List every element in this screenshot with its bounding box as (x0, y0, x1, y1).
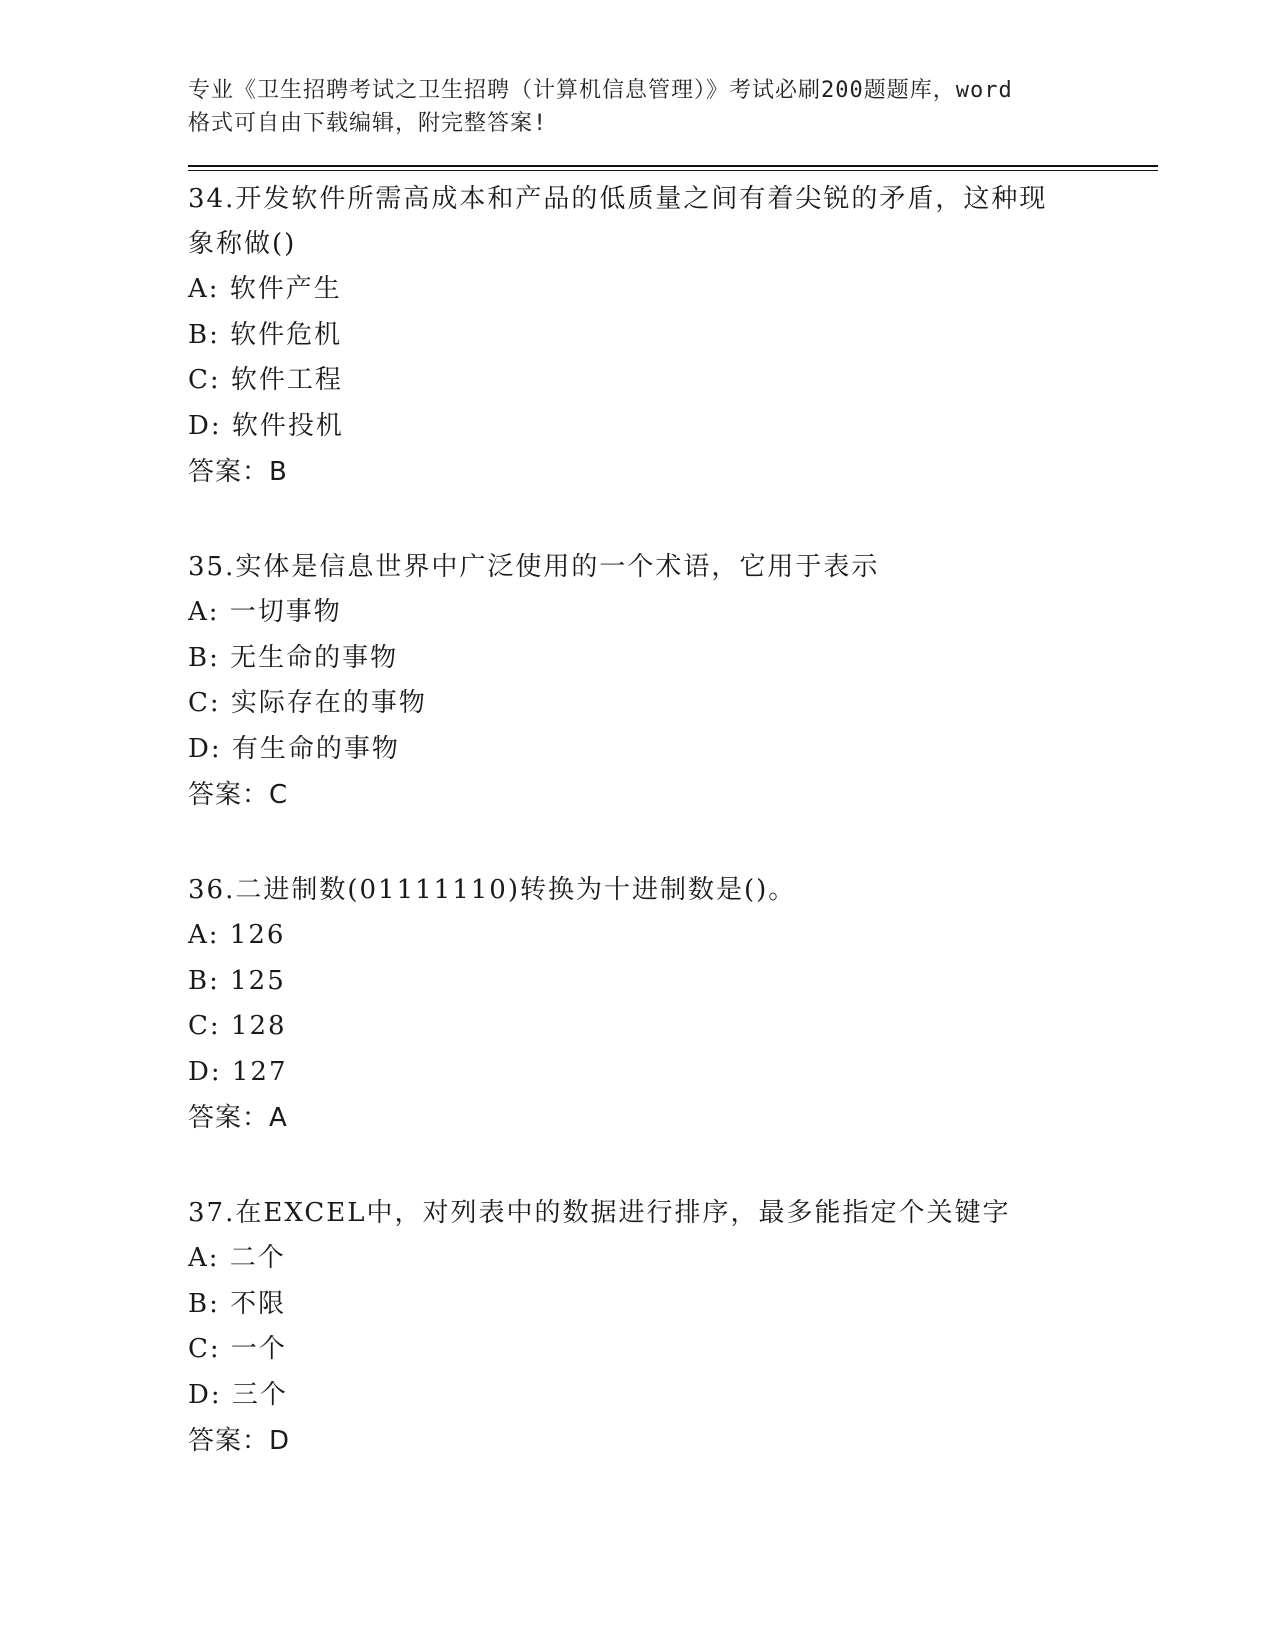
question-34 (188, 177, 1158, 495)
option-c: C: 实际存在的事物 (188, 688, 427, 718)
header-line-2: 格式可自由下载编辑，附完整答案! (188, 111, 548, 136)
option-b: B: 无生命的事物 (188, 642, 399, 673)
option-b: B: 不限 (188, 1288, 287, 1319)
question-36 (188, 868, 1158, 1141)
divider-line-bottom (188, 170, 1158, 171)
option-a: A: 一切事物 (188, 597, 342, 627)
question-text (188, 545, 1088, 590)
option-a: A: 126 (188, 920, 286, 950)
option-c: C: 软件工程 (188, 365, 343, 395)
option-c: C: 128 (188, 1011, 287, 1041)
answer: 答案：D (188, 1426, 291, 1456)
question-35 (188, 545, 1158, 818)
question-text (188, 1191, 1088, 1236)
header-line-1: 专业《卫生招聘考试之卫生招聘（计算机信息管理）》考试必刷200题题库，word (188, 78, 1013, 103)
question-text (188, 177, 1088, 267)
option-d: D: 有生命的事物 (188, 733, 400, 764)
question-37 (188, 1191, 1158, 1464)
option-a: A: 软件产生 (188, 274, 342, 304)
answer: 答案：A (188, 1103, 288, 1133)
option-b: B: 软件危机 (188, 319, 343, 350)
option-d: D: 软件投机 (188, 410, 344, 441)
question-text (188, 868, 1088, 913)
option-c: C: 一个 (188, 1334, 287, 1364)
document-header (188, 74, 1088, 140)
document-page (188, 74, 1158, 1464)
option-a: A: 二个 (188, 1243, 286, 1273)
question-text-line: 35.实体是信息世界中广泛使用的一个术语，它用于表示 (188, 552, 880, 582)
question-text-line: 象称做() (188, 229, 297, 259)
header-divider (188, 165, 1158, 171)
question-text-line: 37.在EXCEL中，对列表中的数据进行排序，最多能指定个关键字 (188, 1198, 1011, 1228)
answer: 答案：B (188, 457, 288, 487)
option-d: D: 三个 (188, 1379, 288, 1410)
option-b: B: 125 (188, 965, 286, 996)
answer: 答案：C (188, 780, 289, 810)
divider-line-top (188, 165, 1158, 167)
question-text-line: 36.二进制数(01111110)转换为十进制数是()。 (188, 875, 797, 905)
option-d: D: 127 (188, 1056, 288, 1087)
question-text-line: 34.开发软件所需高成本和产品的低质量之间有着尖锐的矛盾，这种现 (188, 184, 1048, 214)
